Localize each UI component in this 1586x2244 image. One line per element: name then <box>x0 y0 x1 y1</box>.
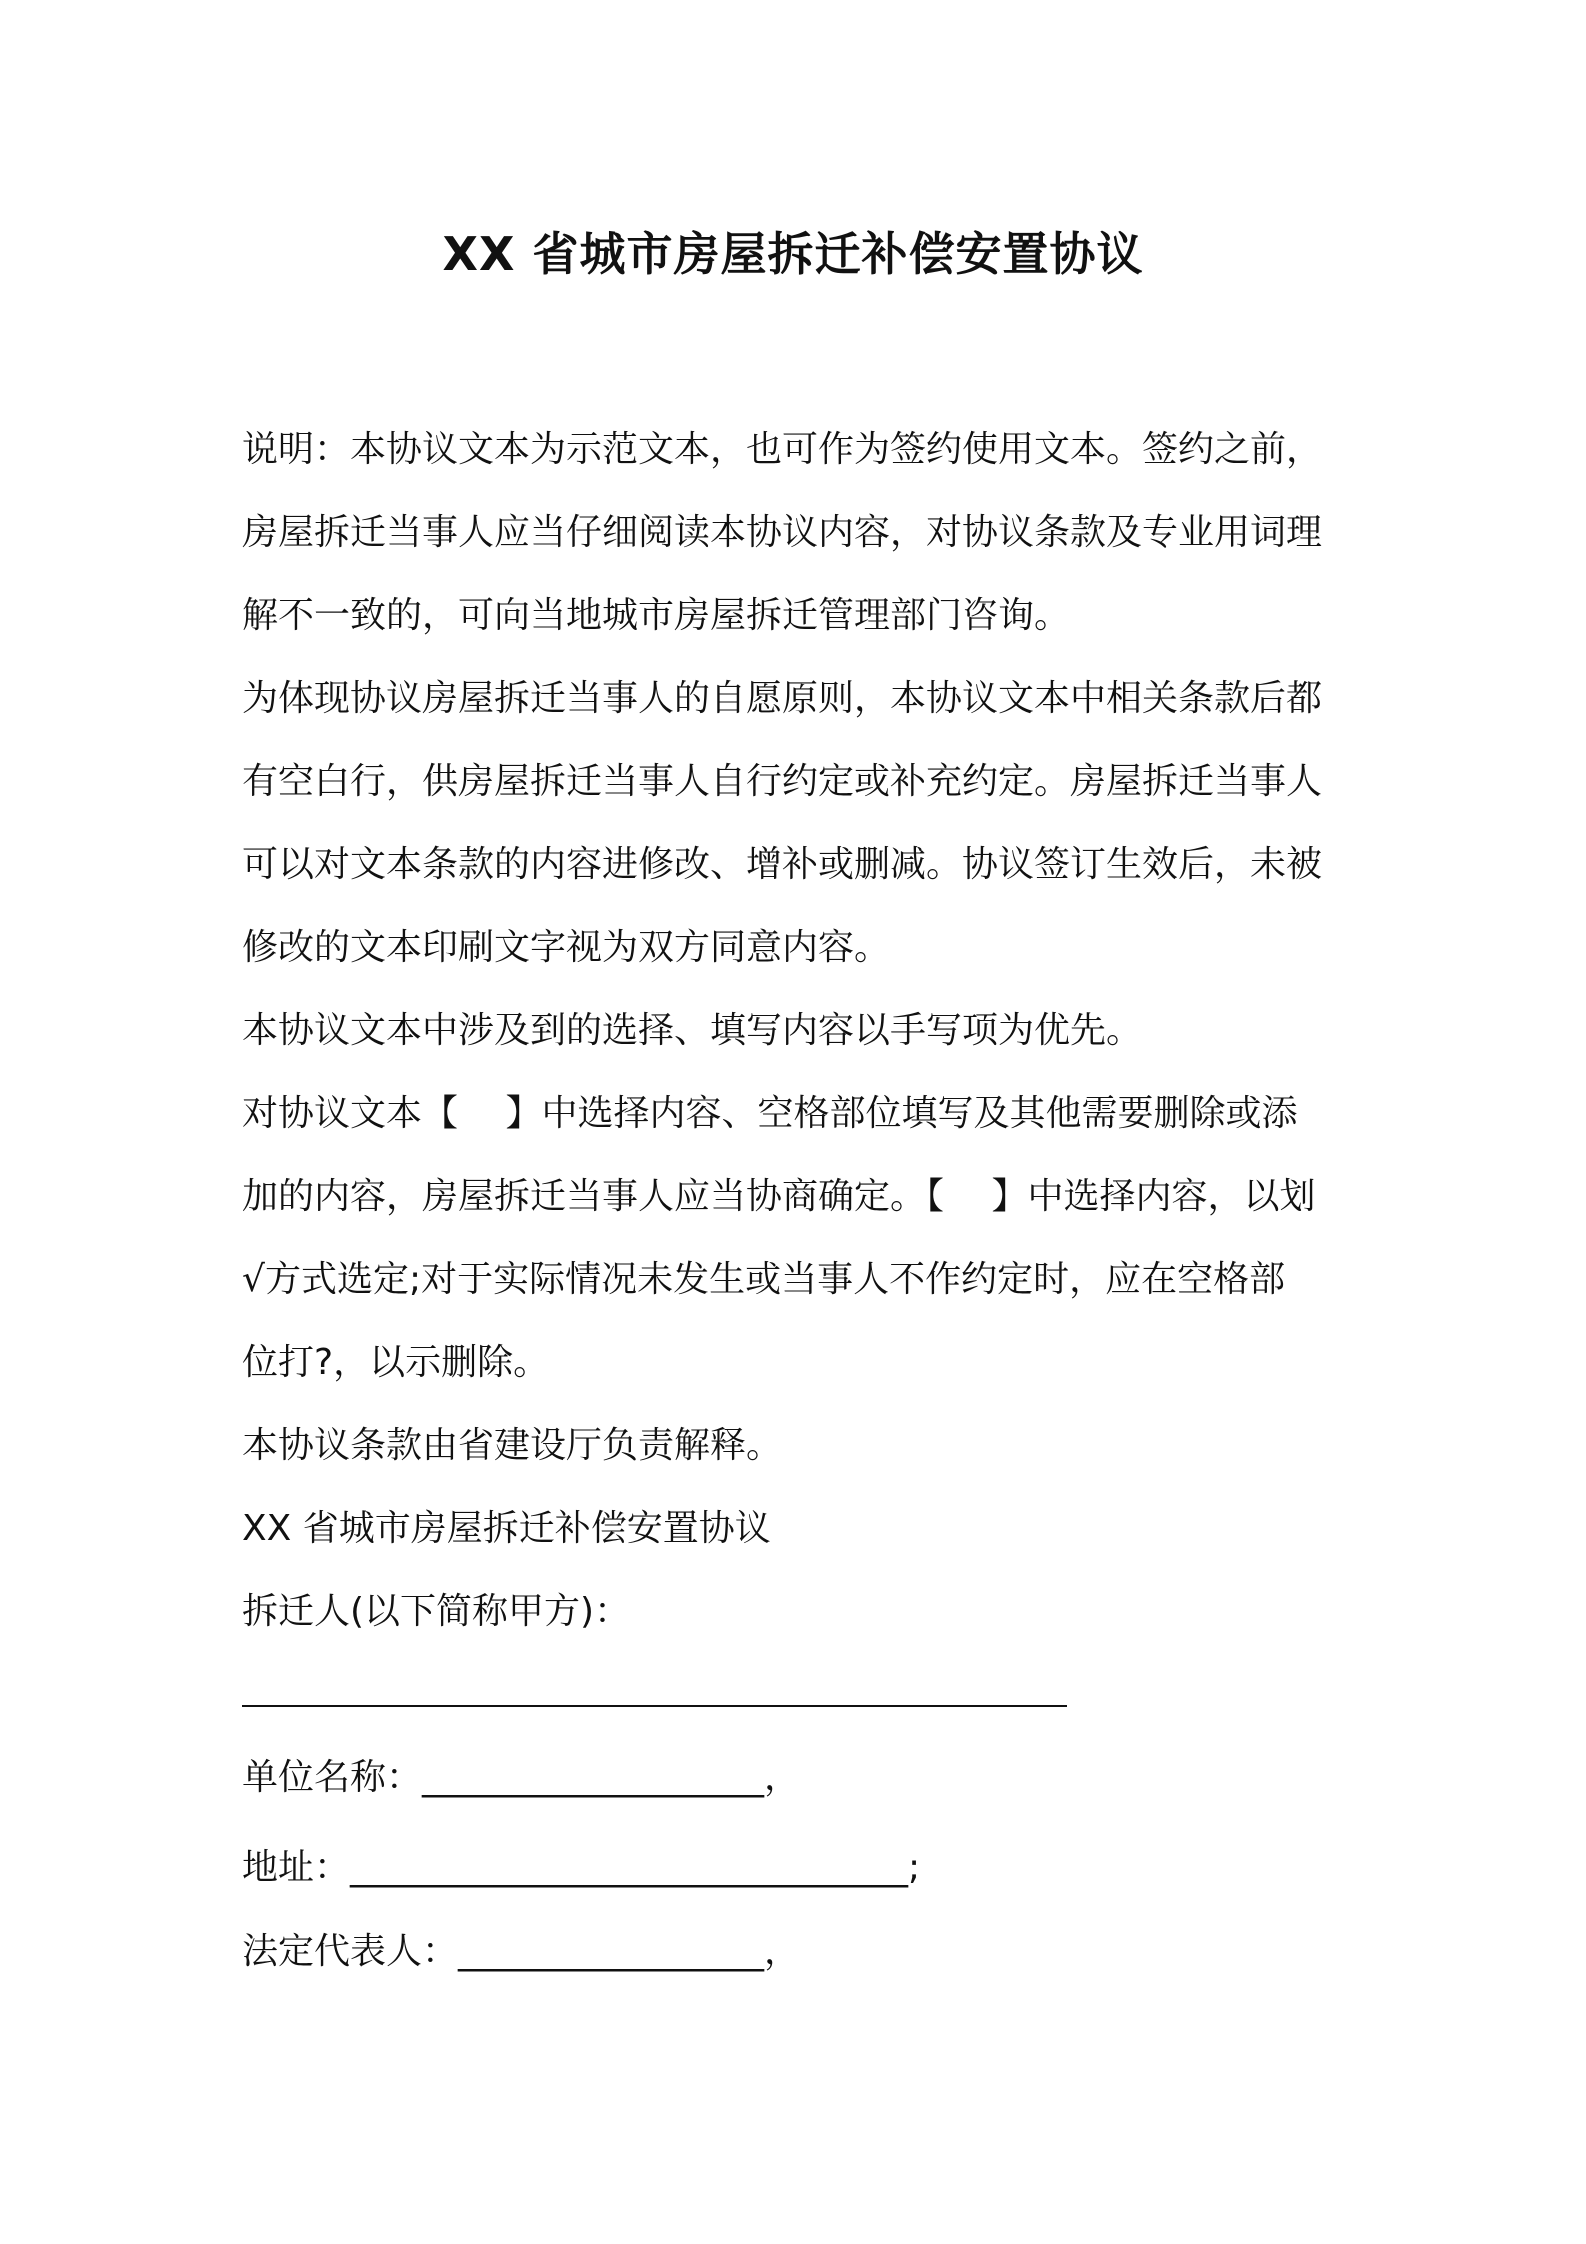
document-title: XX 省城市房屋拆迁补偿安置协议 <box>442 227 1144 281</box>
instruction-line: 为体现协议房屋拆迁当事人的自愿原则，本协议文本中相关条款后都 <box>242 678 1323 719</box>
instruction-line: 有空白行，供房屋拆迁当事人自行约定或补充约定。房屋拆迁当事人 <box>242 761 1323 802</box>
legal-representative-field: 法定代表人：_________________， <box>242 1931 801 1972</box>
instruction-line: 可以对文本条款的内容进修改、增补或删减。协议签订生效后，未被 <box>242 844 1323 885</box>
instruction-line: 位打?，以示删除。 <box>242 1342 550 1383</box>
instructions-block <box>242 408 1362 1653</box>
party-a-label: 拆迁人(以下简称甲方)： <box>242 1591 631 1632</box>
instruction-line: 本协议文本中涉及到的选择、填写内容以手写项为优先。 <box>242 1010 1143 1051</box>
instruction-line: 解不一致的，可向当地城市房屋拆迁管理部门咨询。 <box>242 595 1071 636</box>
instruction-line: 对协议文本【 】中选择内容、空格部位填写及其他需要删除或添 <box>242 1093 1298 1134</box>
agreement-subtitle: XX 省城市房屋拆迁补偿安置协议 <box>242 1508 771 1549</box>
instruction-line: 加的内容，房屋拆迁当事人应当协商确定。【 】中选择内容，以划 <box>242 1176 1316 1217</box>
instruction-line: √方式选定;对于实际情况未发生或当事人不作约定时，应在空格部 <box>242 1259 1286 1300</box>
party-a-fill-line <box>242 1705 1067 1707</box>
instruction-line: 本协议条款由省建设厅负责解释。 <box>242 1425 783 1466</box>
instruction-line: 房屋拆迁当事人应当仔细阅读本协议内容，对协议条款及专业用词理 <box>242 512 1323 553</box>
address-field: 地址：_______________________________; <box>242 1847 921 1888</box>
instruction-line: 说明：本协议文本为示范文本，也可作为签约使用文本。签约之前， <box>242 429 1323 470</box>
instruction-line: 修改的文本印刷文字视为双方同意内容。 <box>242 927 891 968</box>
unit-name-field: 单位名称：___________________， <box>242 1757 801 1798</box>
